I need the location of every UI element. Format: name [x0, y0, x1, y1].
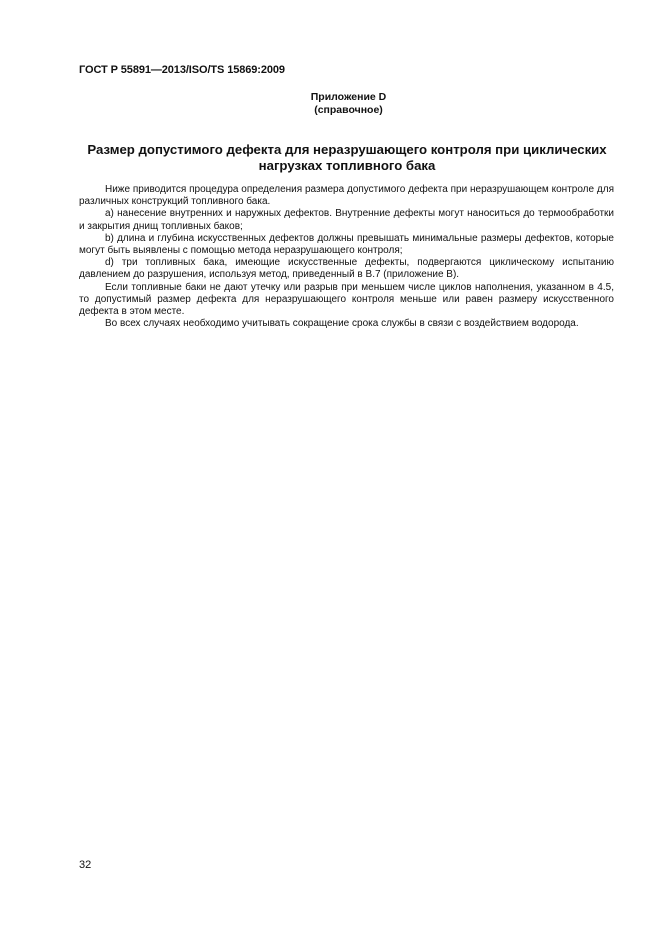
appendix-subtitle: (справочное): [314, 104, 383, 116]
paragraph-item-d: d) три топливных бака, имеющие искусственные дефекты, подвергаются циклическому испытанию давлением до разрушения, используя метод, приведенный в В.7 (приложение В).: [79, 257, 614, 281]
section-heading: Размер допустимого дефекта для неразрушающего контроля при циклических нагрузках топливного бака: [87, 142, 607, 173]
paragraph-item-a: а) нанесение внутренних и наружных дефектов. Внутренние дефекты могут наноситься до термообработки и закрытия днищ топливных баков;: [79, 208, 614, 232]
paragraph-condition: Если топливные баки не дают утечку или разрыв при меньшем числе циклов наполнения, указанном в 4.5, то допустимый размер дефекта для неразрушающего контроля меньше или равен размеру искусственного дефекта в этом месте.: [79, 281, 614, 318]
page-number: 32: [79, 859, 92, 871]
body-text: [79, 184, 614, 330]
paragraph-hydrogen: Во всех случаях необходимо учитывать сокращение срока службы в связи с воздействием водорода.: [105, 318, 579, 330]
document-code: ГОСТ Р 55891—2013/ISO/TS 15869:2009: [79, 64, 285, 76]
appendix-title: Приложение D: [310, 91, 387, 103]
paragraph-item-b: b) длина и глубина искусственных дефектов должны превышать минимальные размеры дефектов, которые могут быть выявлены с помощью метода неразрушающего контроля;: [79, 232, 614, 257]
paragraph-intro: Ниже приводится процедура определения размера допустимого дефекта при неразрушающем контроле для различных конструкций топливного бака.: [79, 184, 614, 208]
